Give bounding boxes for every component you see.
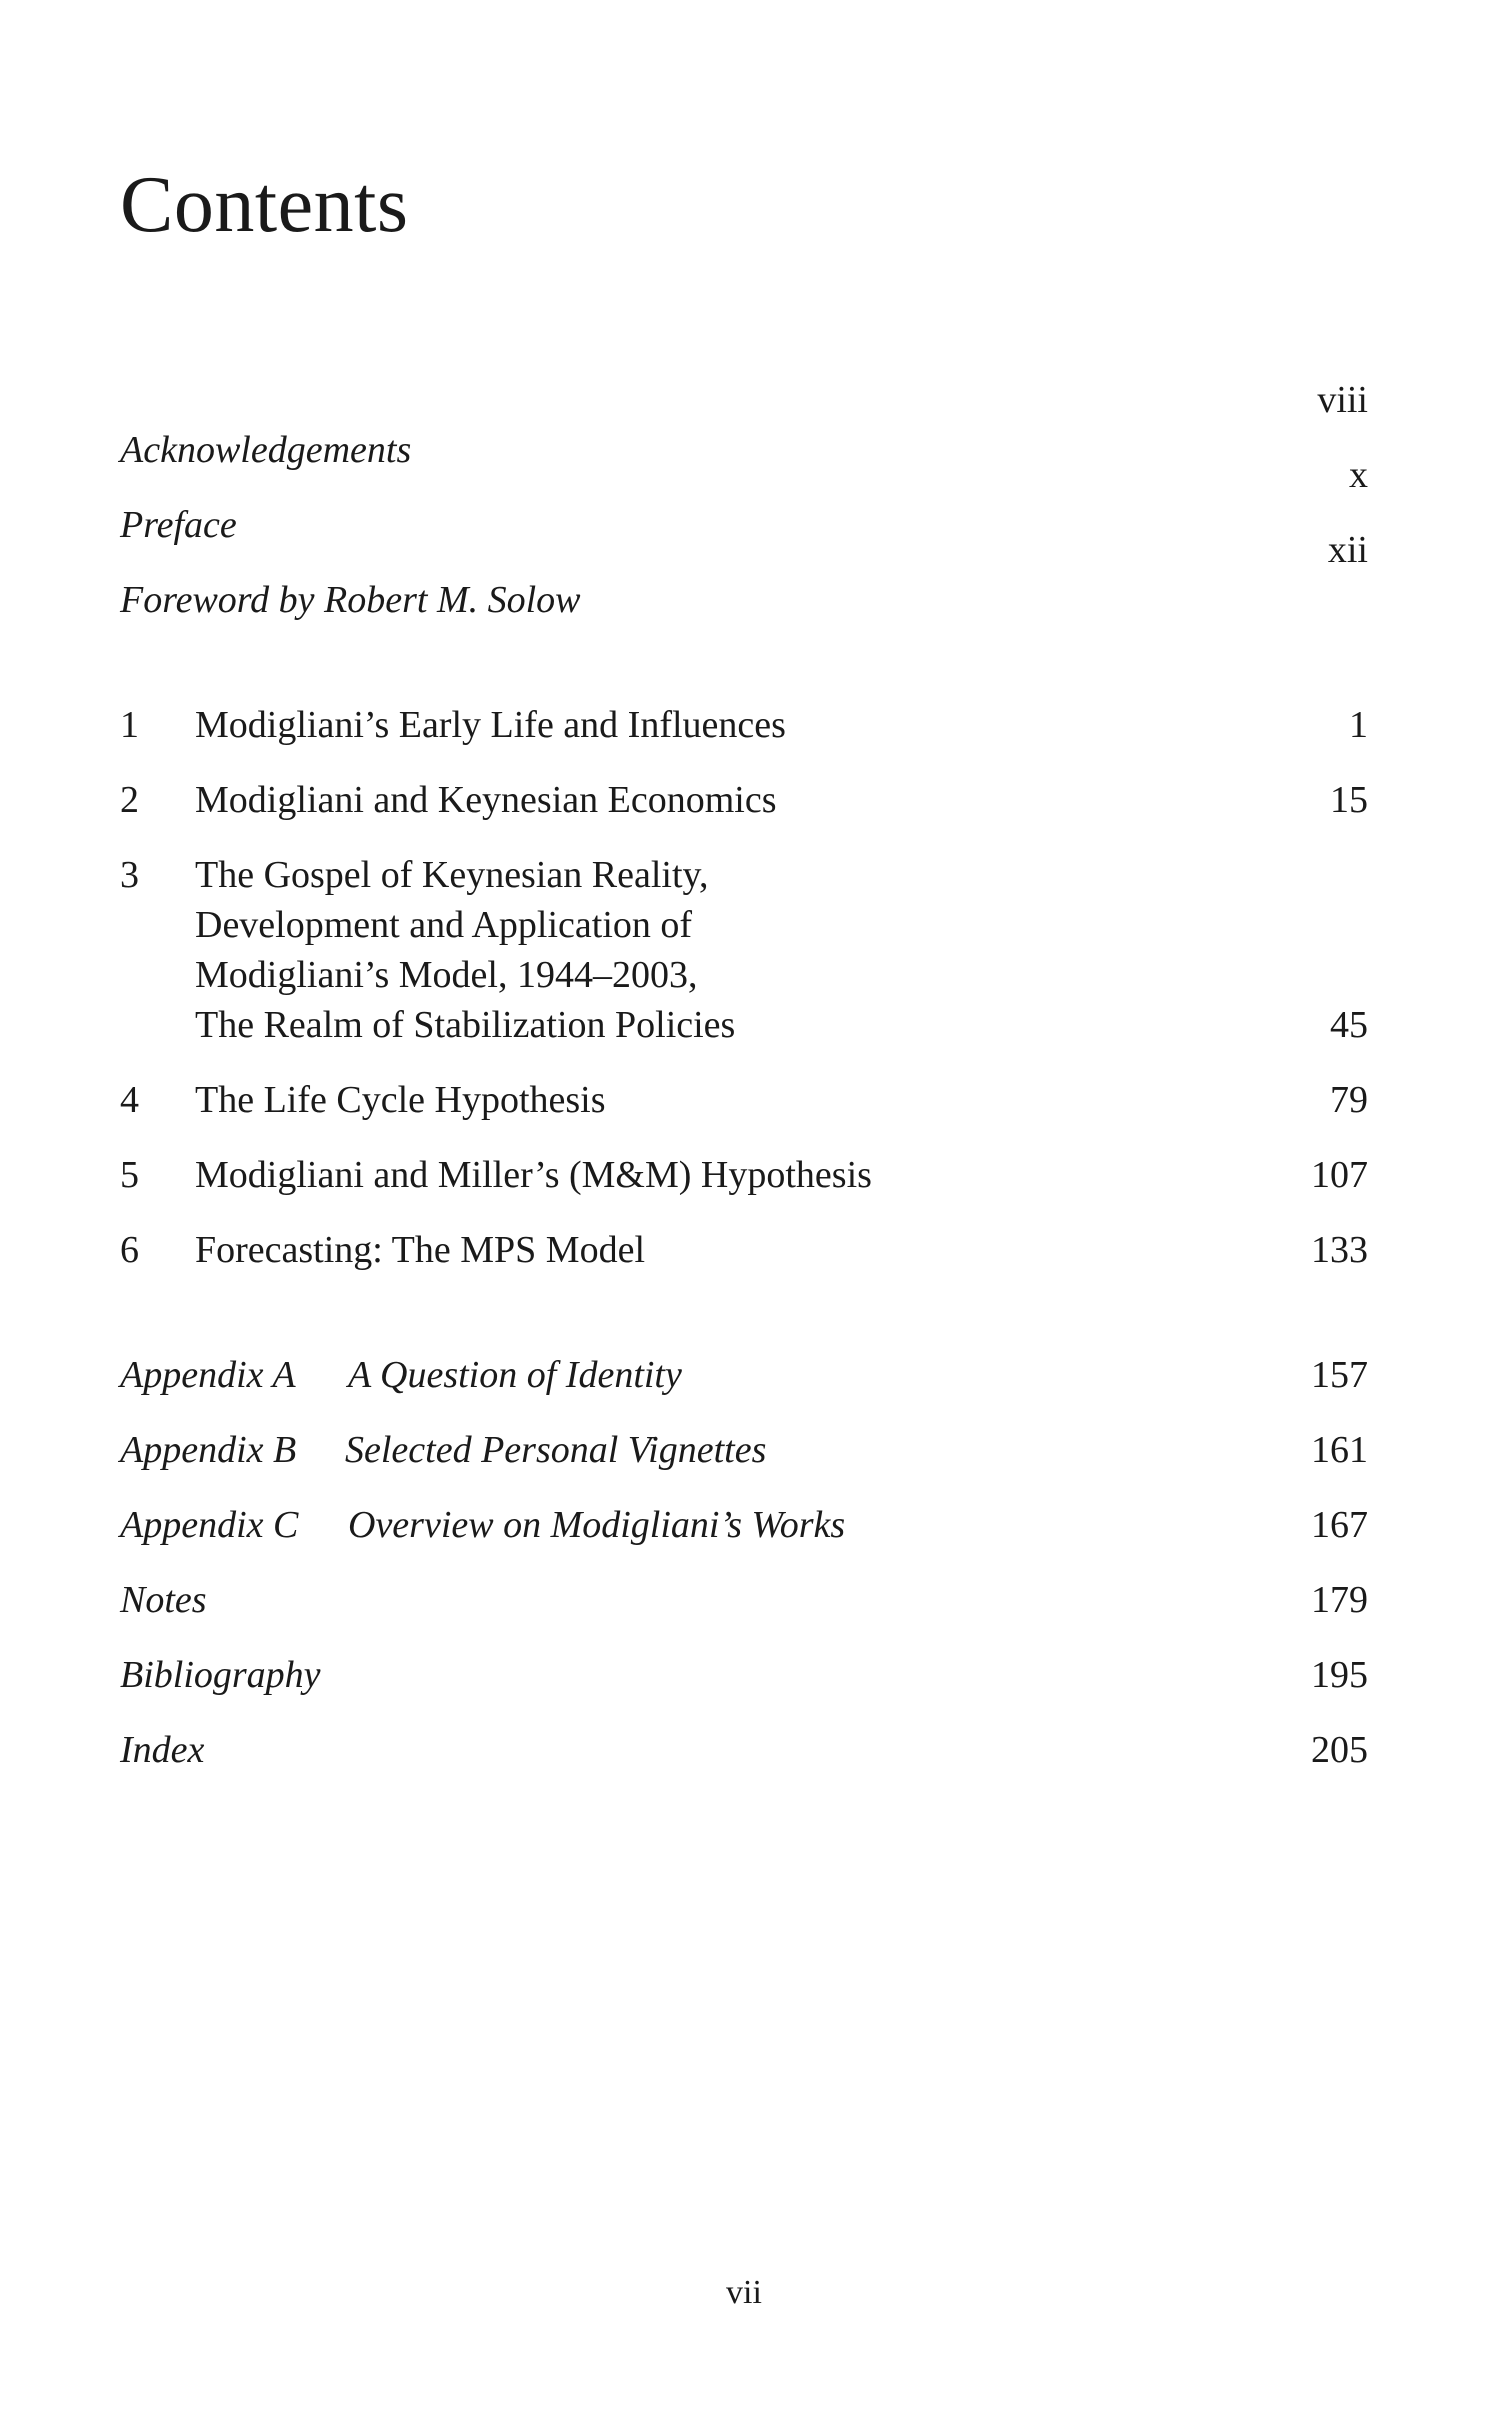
- appendix-label: Appendix C: [120, 1504, 299, 1546]
- chapter-title: [195, 1075, 606, 1125]
- appendix-label: Appendix B: [120, 1429, 297, 1471]
- toc-entry-page: 161: [1311, 1429, 1368, 1471]
- toc-entry-title: Preface: [120, 504, 237, 546]
- toc-chapter-6[interactable]: [120, 1225, 1368, 1275]
- toc-entry-page: 15: [1330, 779, 1368, 821]
- chapter-title-line: The Realm of Stabilization Policies: [195, 1004, 736, 1046]
- toc-entry-title: Acknowledgements: [120, 429, 412, 471]
- chapter-title-line: Development and Application of: [195, 904, 693, 946]
- toc-entry-page: 205: [1311, 1729, 1368, 1771]
- chapter-title-line: Modigliani’s Early Life and Influences: [195, 704, 786, 746]
- toc-entry-page: 79: [1330, 1079, 1368, 1121]
- chapter-number: 3: [120, 854, 139, 896]
- toc-appendix-c[interactable]: [120, 1500, 1368, 1550]
- chapter-title-line: Modigliani’s Model, 1944–2003,: [195, 954, 698, 996]
- chapter-title-line: Modigliani and Miller’s (M&M) Hypothesis: [195, 1154, 872, 1196]
- chapter-title: [195, 700, 786, 750]
- appendix-title: A Question of Identity: [348, 1354, 682, 1396]
- appendix-label: Appendix A: [120, 1354, 296, 1396]
- toc-entry-page: 157: [1311, 1354, 1368, 1396]
- toc-entry-notes[interactable]: [120, 1575, 1368, 1625]
- toc-appendix-b[interactable]: [120, 1425, 1368, 1475]
- chapter-number: 4: [120, 1079, 139, 1121]
- appendix-title: Selected Personal Vignettes: [345, 1429, 767, 1471]
- toc-entry-page: viii: [1317, 379, 1368, 421]
- page-number: vii: [726, 2274, 762, 2311]
- toc-chapter-5[interactable]: [120, 1150, 1368, 1200]
- toc-entry-bibliography[interactable]: [120, 1650, 1368, 1700]
- toc-entry-title: Bibliography: [120, 1654, 321, 1696]
- toc-entry-page: 167: [1311, 1504, 1368, 1546]
- toc-chapter-2[interactable]: [120, 775, 1368, 825]
- chapter-number: 1: [120, 704, 139, 746]
- toc-entry-page: 179: [1311, 1579, 1368, 1621]
- chapter-title: [195, 775, 777, 825]
- toc-entry-page: 107: [1311, 1154, 1368, 1196]
- chapter-title: [195, 1225, 645, 1275]
- toc-entry-index[interactable]: [120, 1725, 1368, 1775]
- toc-entry-title: Foreword by Robert M. Solow: [120, 579, 581, 621]
- toc-chapter-4[interactable]: [120, 1075, 1368, 1125]
- toc-entry-page: xii: [1327, 529, 1368, 571]
- toc-chapter-1[interactable]: [120, 700, 1368, 750]
- chapter-title-line: The Gospel of Keynesian Reality,: [195, 854, 709, 896]
- page-title: Contents: [120, 161, 409, 249]
- chapter-number: 6: [120, 1229, 139, 1271]
- chapter-title-line: Modigliani and Keynesian Economics: [195, 779, 777, 821]
- toc-appendix-a[interactable]: [120, 1350, 1368, 1400]
- chapter-title-line: The Life Cycle Hypothesis: [195, 1079, 606, 1121]
- toc-entry-page: 45: [1330, 1004, 1368, 1046]
- chapter-title: [195, 1150, 872, 1200]
- chapter-number: 5: [120, 1154, 139, 1196]
- chapter-number: 2: [120, 779, 139, 821]
- toc-entry-page: x: [1349, 454, 1368, 496]
- appendix-title: Overview on Modigliani’s Works: [348, 1504, 846, 1546]
- chapter-title: [195, 850, 735, 1050]
- toc-chapter-3[interactable]: [120, 850, 1368, 1050]
- toc-entry-page: 195: [1311, 1654, 1368, 1696]
- toc-entry-title: Notes: [120, 1579, 207, 1621]
- toc-entry-title: Index: [120, 1729, 205, 1771]
- toc-entry-page: 1: [1349, 704, 1368, 746]
- toc-entry-page: 133: [1311, 1229, 1368, 1271]
- chapter-title-line: Forecasting: The MPS Model: [195, 1229, 646, 1271]
